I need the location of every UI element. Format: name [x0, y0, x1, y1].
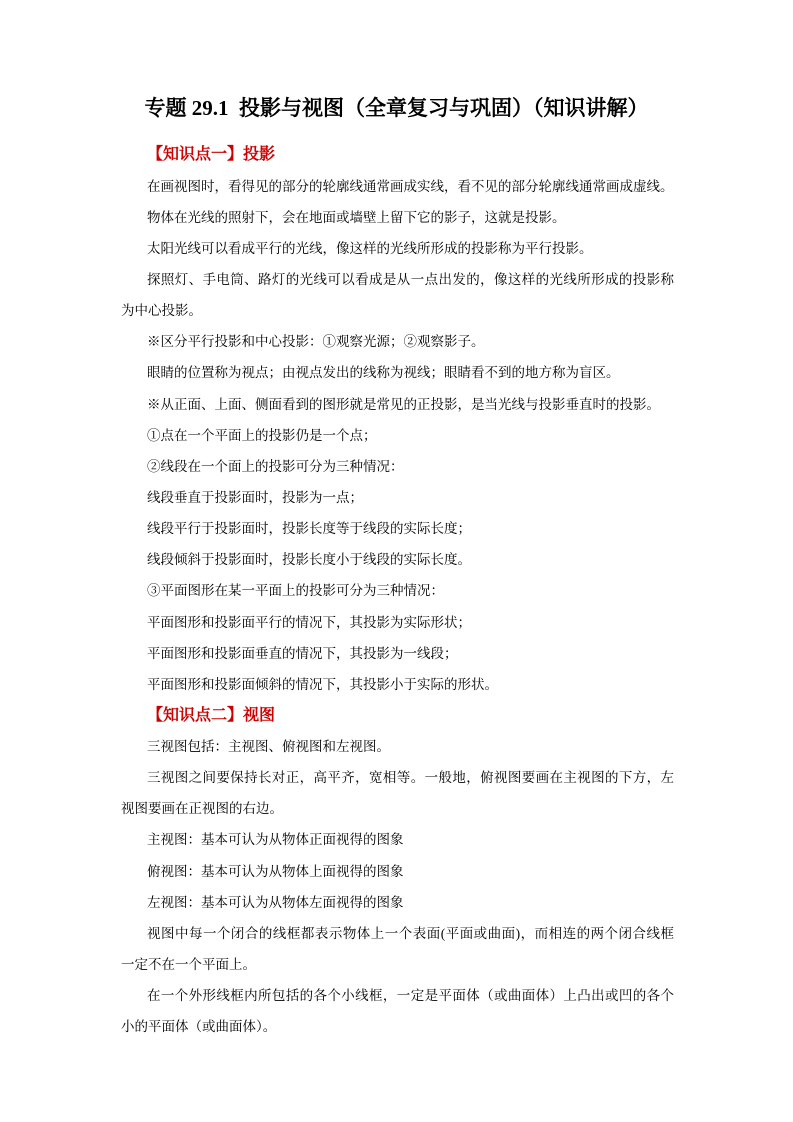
paragraph — [121, 731, 674, 762]
paragraph — [121, 389, 674, 420]
paragraph-line: 在一个外形线框内所包括的各个小线框，一定是平面体（或曲面体）上凸出或凹的各个 — [147, 988, 674, 1004]
paragraph-line: ※区分平行投影和中心投影：①观察光源；②观察影子。 — [147, 334, 485, 350]
paragraph-line: 线段平行于投影面时，投影长度等于线段的实际长度； — [147, 521, 471, 537]
paragraph — [121, 451, 674, 482]
section-views — [121, 700, 674, 1043]
paragraph-line: 视图中每一个闭合的线框都表示物体上一个表面(平面或曲面)，而相连的两个闭合线框 — [147, 925, 674, 941]
paragraph — [121, 887, 674, 918]
paragraph — [121, 918, 674, 980]
paragraph — [121, 326, 674, 357]
paragraph-line: 线段垂直于投影面时，投影为一点； — [147, 489, 363, 505]
document-body — [121, 139, 674, 1042]
paragraph-line: 视图要画在正视图的右边。 — [121, 801, 283, 817]
paragraph — [121, 607, 674, 638]
paragraph-line: 平面图形和投影面垂直的情况下，其投影为一线段； — [147, 645, 458, 661]
paragraph — [121, 575, 674, 606]
paragraph-line: 为中心投影。 — [121, 303, 202, 319]
paragraph-line: ①点在一个平面上的投影仍是一个点； — [147, 427, 377, 443]
paragraph-line: 主视图：基本可认为从物体正面视得的图象 — [147, 832, 404, 848]
paragraph — [121, 233, 674, 264]
paragraph-line: 线段倾斜于投影面时，投影长度小于线段的实际长度。 — [147, 552, 471, 568]
paragraph-line: 平面图形和投影面倾斜的情况下，其投影小于实际的形状。 — [147, 676, 498, 692]
section-heading: 【知识点一】投影 — [147, 146, 276, 164]
paragraph-line: 左视图：基本可认为从物体左面视得的图象 — [147, 894, 404, 910]
paragraph — [121, 202, 674, 233]
paragraph — [121, 762, 674, 824]
paragraph — [121, 357, 674, 388]
section-heading: 【知识点二】视图 — [147, 706, 276, 724]
paragraph-line: 在画视图时，看得见的部分的轮廓线通常画成实线，看不见的部分轮廓线通常画成虚线。 — [147, 178, 674, 194]
paragraph-line: 探照灯、手电筒、路灯的光线可以看成是从一点出发的，像这样的光线所形成的投影称 — [147, 271, 674, 287]
paragraph — [121, 638, 674, 669]
paragraph-line: 物体在光线的照射下，会在地面或墙壁上留下它的影子，这就是投影。 — [147, 209, 566, 225]
paragraph-line: 眼睛的位置称为视点；由视点发出的线称为视线；眼睛看不到的地方称为盲区。 — [147, 365, 620, 381]
paragraph-line: 三视图包括：主视图、俯视图和左视图。 — [147, 739, 390, 755]
paragraph — [121, 482, 674, 513]
section-projection — [121, 139, 674, 700]
paragraph-line: 三视图之间要保持长对正，高平齐，宽相等。一般地，俯视图要画在主视图的下方，左 — [147, 770, 674, 786]
paragraph-line: ③平面图形在某一平面上的投影可分为三种情况： — [147, 583, 444, 599]
paragraph — [121, 980, 674, 1042]
paragraph-line: ②线段在一个面上的投影可分为三种情况： — [147, 458, 404, 474]
paragraph — [121, 513, 674, 544]
paragraph — [121, 264, 674, 326]
paragraph-line: 太阳光线可以看成平行的光线，像这样的光线所形成的投影称为平行投影。 — [147, 240, 593, 256]
paragraph — [121, 856, 674, 887]
paragraph — [121, 544, 674, 575]
paragraph-line: ※从正面、上面、侧面看到的图形就是常见的正投影，是当光线与投影垂直时的投影。 — [147, 396, 660, 412]
paragraph-line: 俯视图：基本可认为从物体上面视得的图象 — [147, 863, 404, 879]
paragraph-line: 平面图形和投影面平行的情况下，其投影为实际形状； — [147, 614, 471, 630]
paragraph — [121, 669, 674, 700]
paragraph — [121, 171, 674, 202]
paragraph-line: 小的平面体（或曲面体）。 — [121, 1019, 277, 1035]
paragraph — [121, 420, 674, 451]
document-title: 专题 29.1 投影与视图（全章复习与巩固）（知识讲解） — [144, 96, 649, 120]
paragraph-line: 一定不在一个平面上。 — [121, 957, 256, 973]
paragraph — [121, 824, 674, 855]
